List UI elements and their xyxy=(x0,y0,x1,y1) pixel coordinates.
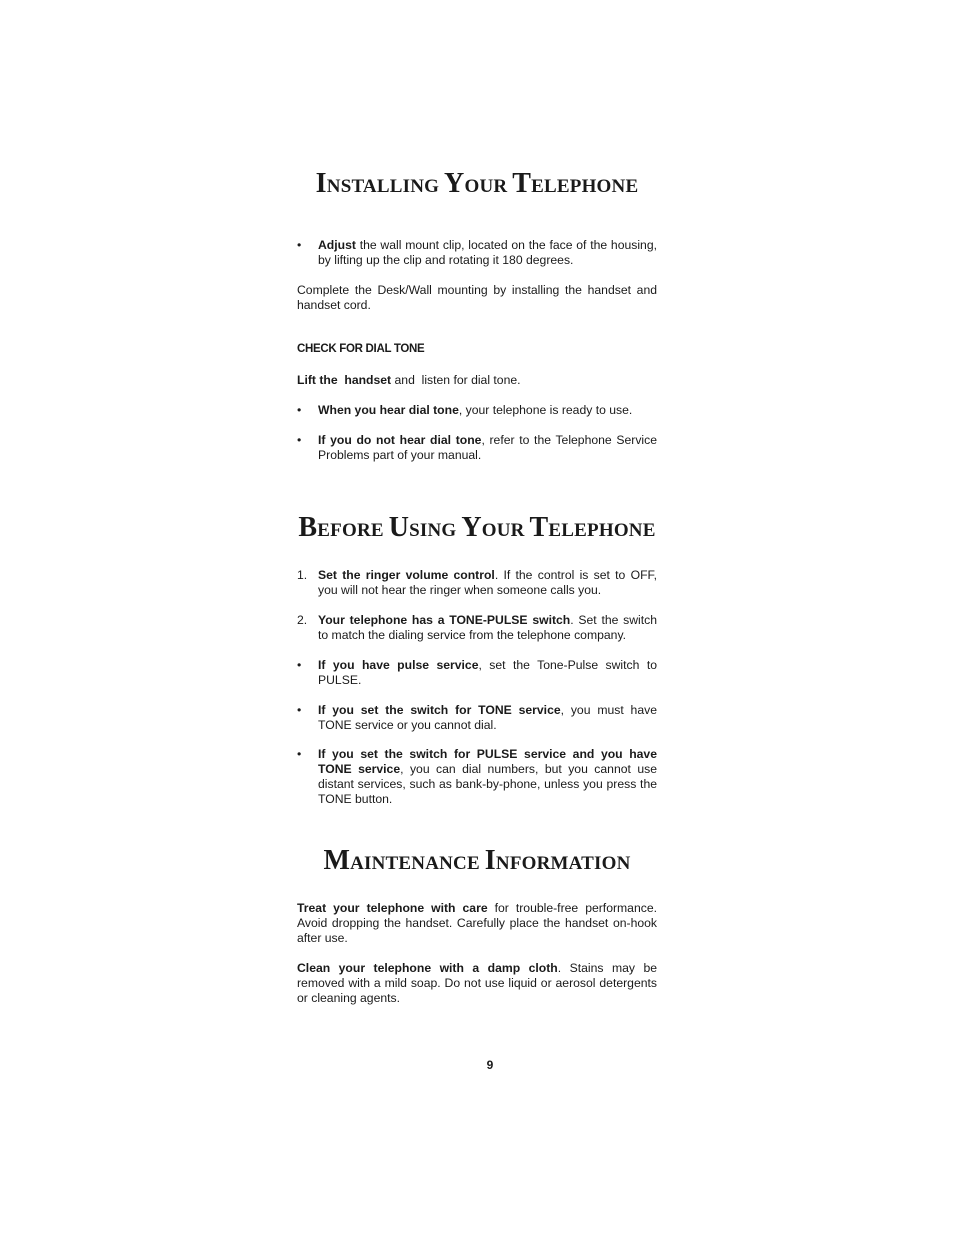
title-word: BEFORE xyxy=(298,512,384,543)
title-word: TELEPHONE xyxy=(529,512,656,543)
paragraph-complete-mounting: Complete the Desk/Wall mounting by installing the handset and handset cord. xyxy=(297,283,657,312)
title-word: YOUR xyxy=(444,168,508,199)
para-bold: Treat your telephone with care xyxy=(297,901,488,915)
section-title-maintenance xyxy=(297,845,657,877)
bullet-marker: • xyxy=(297,658,302,672)
bullet-pulse-service xyxy=(297,658,657,688)
title-word: USING xyxy=(388,512,457,543)
bullet-bold: If you do not hear dial tone xyxy=(318,433,482,447)
bullet-hear-dial-tone xyxy=(297,403,657,418)
title-word: YOUR xyxy=(461,512,525,543)
para-bold: Clean your telephone with a damp cloth xyxy=(297,961,558,975)
bullet-marker: • xyxy=(297,238,302,252)
para-text: for trouble-free performance. Avoid dropping the handset. Carefully place the handset on-hook after use. xyxy=(297,901,657,945)
section-title-before-using xyxy=(297,512,657,544)
paragraph-lift-handset xyxy=(297,373,657,388)
paragraph-treat-with-care xyxy=(297,901,657,946)
bullet-text: , set the Tone-Pulse switch to PULSE. xyxy=(318,658,657,687)
title-word: INFORMATION xyxy=(484,845,631,876)
bullet-text: the wall mount clip, located on the face of the housing, by lifting up the clip and rotating it 180 degrees. xyxy=(318,238,657,267)
lift-text: and listen for dial tone. xyxy=(391,373,521,387)
bullet-no-dial-tone xyxy=(297,433,657,463)
subheading-check-dial-tone: CHECK FOR DIAL TONE xyxy=(297,343,425,355)
item-number: 1. xyxy=(297,568,308,582)
bullet-marker: • xyxy=(297,433,302,447)
numbered-item-tone-pulse xyxy=(297,613,657,643)
paragraph-clean-damp-cloth xyxy=(297,961,657,1006)
bullet-text: , you must have TONE service or you cannot dial. xyxy=(318,703,657,732)
title-word: TELEPHONE xyxy=(512,168,639,199)
page-number: 9 xyxy=(486,1058,494,1072)
item-number: 2. xyxy=(297,613,308,627)
bullet-text: , your telephone is ready to use. xyxy=(458,403,633,417)
manual-page xyxy=(297,0,657,1235)
title-word: INSTALLING xyxy=(315,168,440,199)
bullet-marker: • xyxy=(297,703,302,717)
bullet-marker: • xyxy=(297,403,302,417)
title-word: MAINTENANCE xyxy=(323,845,480,876)
bullet-bold: If you set the switch for PULSE service and you have TONE service xyxy=(318,747,657,776)
bullet-text: , you can dial numbers, but you cannot use distant services, such as bank-by-phone, unless you press the TONE button. xyxy=(318,762,657,806)
bullet-adjust xyxy=(297,238,657,268)
lift-bold: Lift the handset xyxy=(297,373,392,387)
item-bold: Your telephone has a TONE-PULSE switch xyxy=(318,613,571,627)
bullet-marker: • xyxy=(297,747,302,761)
item-bold: Set the ringer volume control xyxy=(318,568,495,582)
item-text: . Set the switch to match the dialing service from the telephone company. xyxy=(318,613,658,642)
para-text: . Stains may be removed with a mild soap. Do not use liquid or aerosol detergents or cleaning agents. xyxy=(297,961,657,1005)
bullet-bold: If you set the switch for TONE service xyxy=(318,703,561,717)
numbered-item-ringer xyxy=(297,568,657,598)
bullet-bold: If you have pulse service xyxy=(318,658,479,672)
section-title-installing xyxy=(297,168,657,200)
bullet-pulse-with-tone xyxy=(297,747,657,807)
bullet-text: , refer to the Telephone Service Problems part of your manual. xyxy=(318,433,657,462)
item-text: . If the control is set to OFF, you will not hear the ringer when someone calls you. xyxy=(318,568,657,597)
bullet-bold: When you hear dial tone xyxy=(318,403,459,417)
bullet-bold: Adjust xyxy=(318,238,356,252)
bullet-tone-service xyxy=(297,703,657,733)
